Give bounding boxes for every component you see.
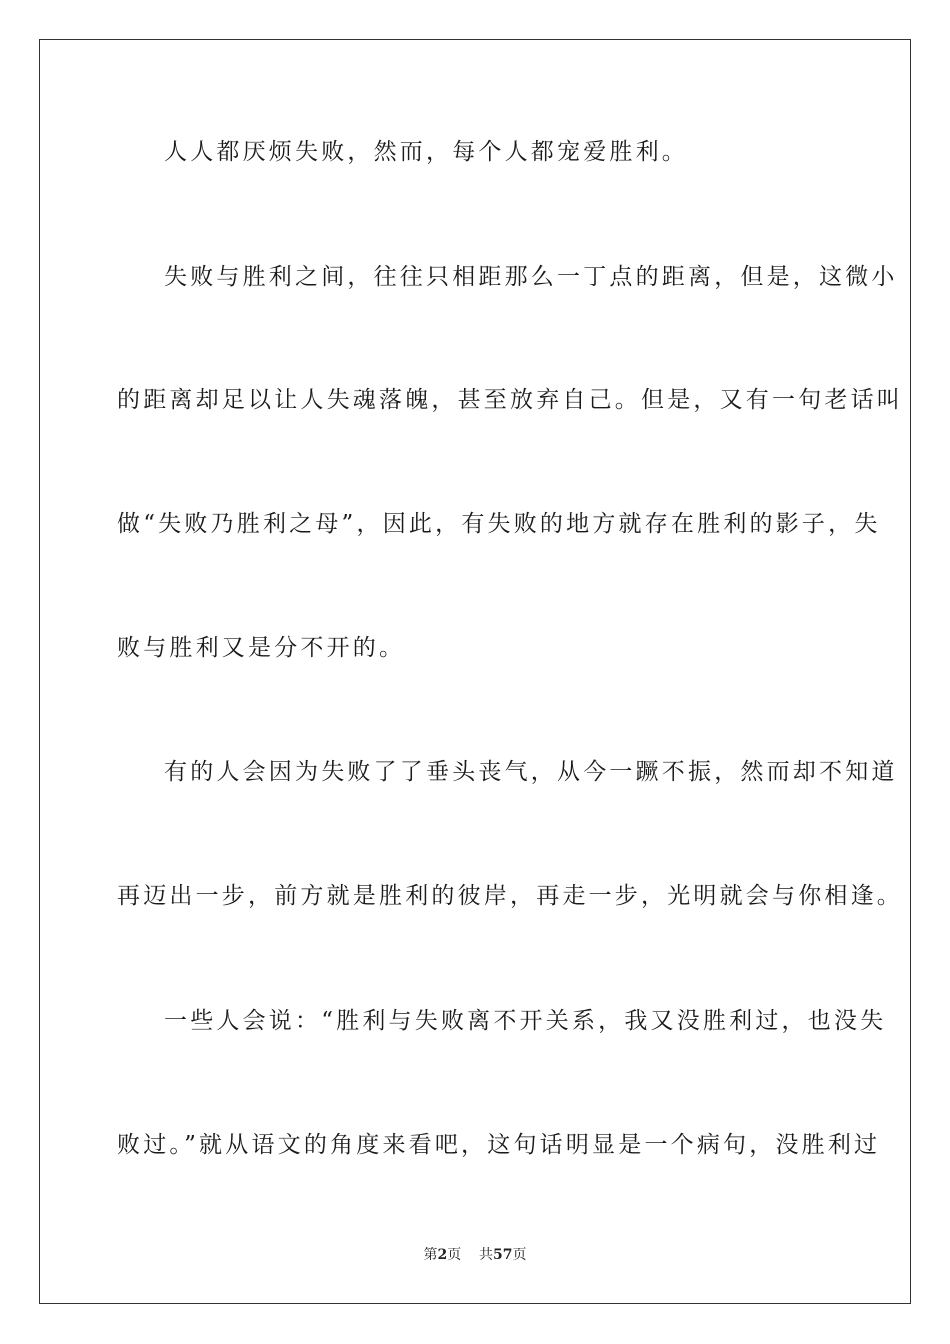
paragraph-4-line-2: 败过。”就从语文的角度来看吧，这句话明显是一个病句，没胜利过 [117, 1132, 881, 1158]
footer-page-number: 2 [437, 1247, 448, 1263]
paragraph-3-line-2: 再迈出一步，前方就是胜利的彼岸，再走一步，光明就会与你相逢。 [117, 883, 903, 909]
footer-total-prefix: 共 [479, 1247, 494, 1263]
paragraph-4-line-1: 一些人会说：“胜利与失败离不开关系，我又没胜利过，也没失 [164, 1008, 887, 1034]
footer-page-prefix: 第 [423, 1247, 438, 1263]
footer-page-suffix: 页 [447, 1247, 462, 1263]
paragraph-3-line-1: 有的人会因为失败了了垂头丧气，从今一蹶不振，然而却不知道 [164, 759, 898, 785]
paragraph-2-line-2: 的距离却足以让人失魂落魄，甚至放弃自己。但是，又有一句老话叫 [117, 387, 903, 413]
paragraph-2-line-4: 败与胜利又是分不开的。 [117, 635, 406, 661]
paragraph-1-line-1: 人人都厌烦失败，然而，每个人都宠爱胜利。 [164, 139, 688, 165]
footer-total-pages: 57 [493, 1247, 513, 1263]
page-footer [0, 1246, 950, 1264]
footer-total-suffix: 页 [512, 1247, 527, 1263]
page-border [39, 39, 911, 1304]
paragraph-2-line-1: 失败与胜利之间，往往只相距那么一丁点的距离，但是，这微小 [164, 264, 898, 290]
paragraph-2-line-3: 做“失败乃胜利之母”，因此，有失败的地方就存在胜利的影子，失 [117, 511, 881, 537]
